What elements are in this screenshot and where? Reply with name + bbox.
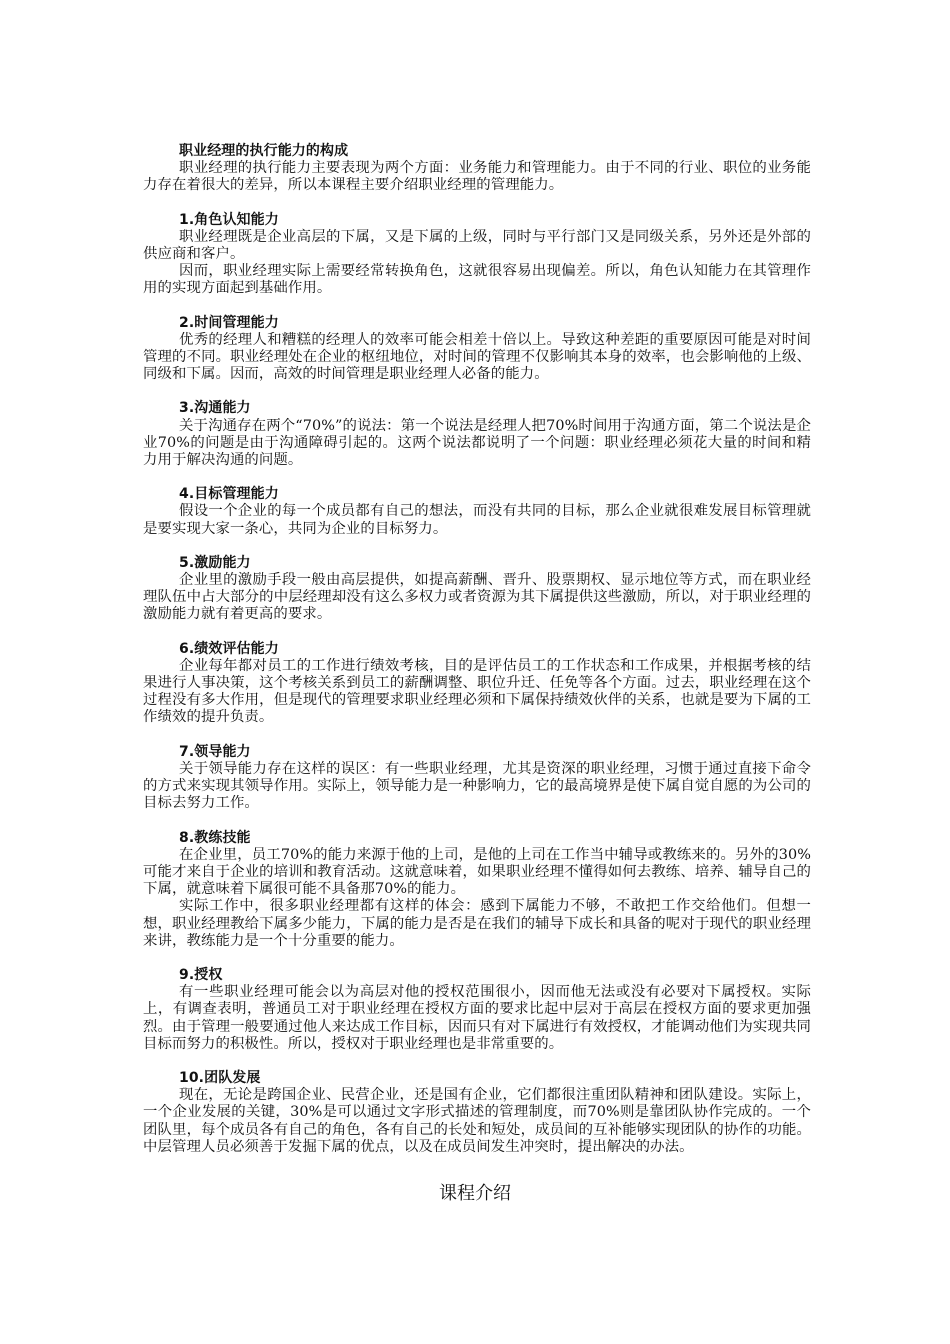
document-body xyxy=(143,143,811,1156)
section-heading: 7.领导能力 xyxy=(179,743,251,760)
section-heading: 4.目标管理能力 xyxy=(179,486,279,503)
section-paragraph: 现在，无论是跨国企业、民营企业，还是国有企业，它们都很注重团队精神和团队建设。实际上，一个企业发展的关键，30%是可以通过文字形式描述的管理制度，而70%则是靠团队协作完成的。一个团队里，每个成员各有自己的角色，各有自己的长处和短处，成员间的互补能够实现团队的协作的功能。中层管理人员必须善于发掘下属的优点，以及在成员间发生冲突时，提出解决的办法。 xyxy=(143,1087,811,1155)
section-3 xyxy=(143,400,811,469)
section-paragraph: 因而，职业经理实际上需要经常转换角色，这就很容易出现偏差。所以，角色认知能力在其管理作用的实现方面起到基础作用。 xyxy=(143,263,811,297)
section-6 xyxy=(143,641,811,727)
section-4 xyxy=(143,486,811,538)
footer-title: 课程介绍 xyxy=(439,1183,511,1204)
intro-paragraph: 职业经理的执行能力主要表现为两个方面：业务能力和管理能力。由于不同的行业、职位的业务能力存在着很大的差异，所以本课程主要介绍职业经理的管理能力。 xyxy=(143,160,811,194)
section-1 xyxy=(143,212,811,298)
section-paragraph: 假设一个企业的每一个成员都有自己的想法，而没有共同的目标，那么企业就很难发展目标管理就是要实现大家一条心，共同为企业的目标努力。 xyxy=(143,503,811,537)
section-paragraph: 企业里的激励手段一般由高层提供，如提高薪酬、晋升、股票期权、显示地位等方式，而在职业经理队伍中占大部分的中层经理却没有这么多权力或者资源为其下属提供这些激励，所以，对于职业经理的激励能力就有着更高的要求。 xyxy=(143,572,811,623)
section-heading: 3.沟通能力 xyxy=(179,400,251,417)
section-9 xyxy=(143,967,811,1053)
section-paragraph: 职业经理既是企业高层的下属，又是下属的上级，同时与平行部门又是同级关系，另外还是外部的供应商和客户。 xyxy=(143,228,811,263)
section-paragraph: 关于沟通存在两个“70%”的说法：第一个说法是经理人把70%时间用于沟通方面，第二个说法是企业70%的问题是由于沟通障碍引起的。这两个说法都说明了一个问题：职业经理必须花大量的时间和精力用于解决沟通的问题。 xyxy=(143,417,811,469)
section-heading: 2.时间管理能力 xyxy=(179,314,279,331)
section-heading: 8.教练技能 xyxy=(179,829,251,846)
section-heading: 9.授权 xyxy=(179,966,223,983)
section-paragraph: 企业每年都对员工的工作进行绩效考核，目的是评估员工的工作状态和工作成果，并根据考核的结果进行人事决策，这个考核关系到员工的薪酬调整、职位升迁、任免等各个方面。过去，职业经理在这个过程没有多大作用，但是现代的管理要求职业经理必须和下属保持绩效伙伴的关系，也就是要为下属的工作绩效的提升负责。 xyxy=(143,657,811,726)
section-heading: 1.角色认知能力 xyxy=(179,211,279,228)
section-paragraph: 优秀的经理人和糟糕的经理人的效率可能会相差十倍以上。导致这种差距的重要原因可能是对时间管理的不同。职业经理处在企业的枢纽地位，对时间的管理不仅影响其本身的效率，也会影响他的上级、同级和下属。因而，高效的时间管理是职业经理人必备的能力。 xyxy=(143,331,811,383)
document-title: 职业经理的执行能力的构成 xyxy=(179,143,349,159)
section-paragraph: 关于领导能力存在这样的误区：有一些职业经理，尤其是资深的职业经理，习惯于通过直接下命令的方式来实现其领导作用。实际上，领导能力是一种影响力，它的最高境界是使下属自觉自愿的为公司的目标去努力工作。 xyxy=(143,760,811,812)
section-heading: 10.团队发展 xyxy=(179,1069,261,1086)
section-paragraph: 有一些职业经理可能会以为高层对他的授权范围很小，因而他无法或没有必要对下属授权。实际上，有调查表明，普通员工对于职业经理在授权方面的要求比起中层对于高层在授权方面的要求更加强烈。由于管理一般要通过他人来达成工作目标，因而只有对下属进行有效授权，才能调动他们为实现共同目标而努力的积极性。所以，授权对于职业经理也是非常重要的。 xyxy=(143,984,811,1052)
section-heading: 6.绩效评估能力 xyxy=(179,640,279,657)
section-paragraph: 实际工作中，很多职业经理都有这样的体会：感到下属能力不够，不敢把工作交给他们。但想一想，职业经理教给下属多少能力，下属的能力是否是在我们的辅导下成长和具备的呢对于现代的职业经理来讲，教练能力是一个十分重要的能力。 xyxy=(143,898,811,949)
section-heading: 5.激励能力 xyxy=(179,554,251,571)
section-10 xyxy=(143,1070,811,1156)
section-paragraph: 在企业里，员工70%的能力来源于他的上司，是他的上司在工作当中辅导或教练来的。另外的30%可能才来自于企业的培训和教育活动。这就意味着，如果职业经理不懂得如何去教练、培养、辅导自己的下属，就意味着下属很可能不具备那70%的能力。 xyxy=(143,846,811,898)
section-7 xyxy=(143,744,811,813)
section-5 xyxy=(143,555,811,624)
section-2 xyxy=(143,315,811,384)
section-8 xyxy=(143,830,811,950)
